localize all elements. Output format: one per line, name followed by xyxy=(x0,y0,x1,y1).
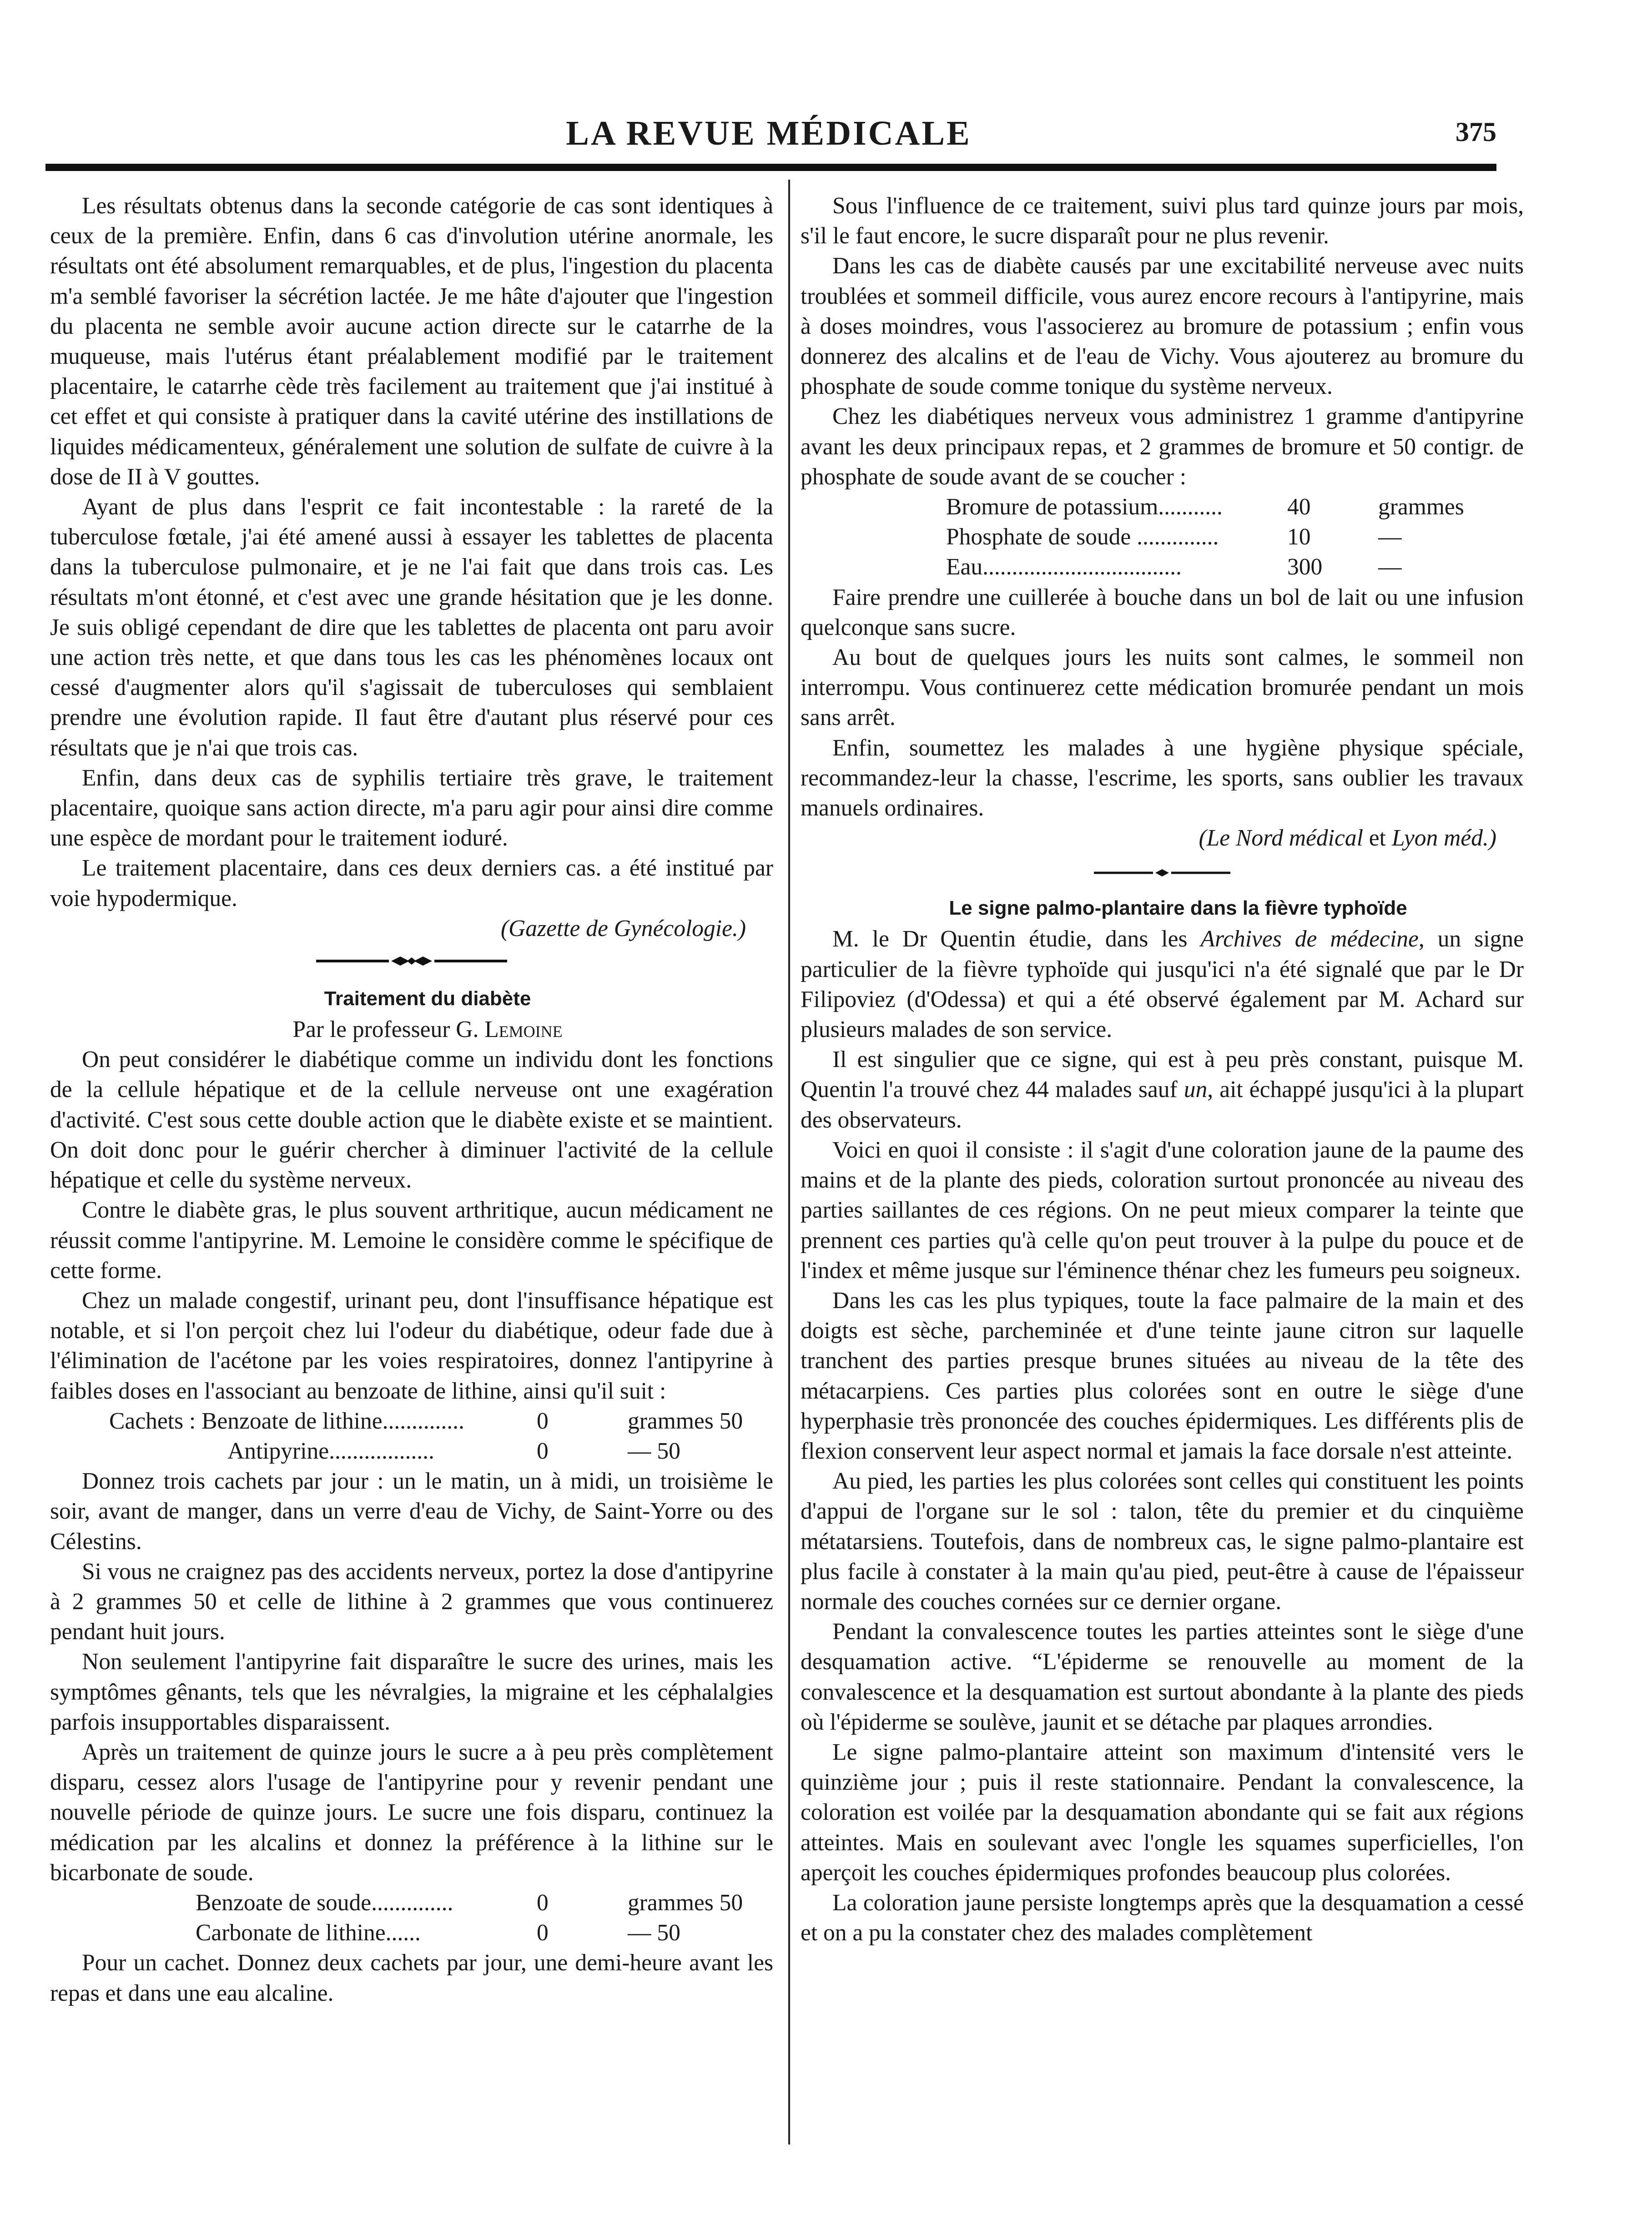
text-run: , un signe particulier de la fièvre typhoïde qui jusqu'ici n'a été signalé que par le Dr Filipoviez (d'Odessa) et qui a été observé également par M. Achard sur plusieurs malades de son service. xyxy=(801,926,1524,1043)
ornamental-rule-icon xyxy=(50,947,773,979)
paragraph: Faire prendre une cuillerée à bouche dans un bol de lait ou une infusion quelconque sans sucre. xyxy=(801,584,1524,640)
prescription-formula xyxy=(801,492,1524,583)
text-run: Il est singulier que ce signe, qui est à peu près constant, puisque M. Quentin l'a trouvé chez 44 malades sauf xyxy=(801,1047,1524,1103)
formula-unit: — 50 xyxy=(628,1920,680,1946)
formula-quantity: 300 xyxy=(1287,554,1323,580)
header-rule xyxy=(45,164,1496,171)
right-column xyxy=(801,191,1524,2156)
small-rule-icon-svg xyxy=(1094,866,1230,880)
formula-ingredient: Phosphate de soude .............. xyxy=(946,524,1219,550)
formula-quantity: 0 xyxy=(537,1920,549,1946)
formula-ingredient: Eau.................................. xyxy=(946,554,1182,580)
prescription-formula xyxy=(50,1888,773,1948)
formula-ingredient: Antipyrine.................. xyxy=(227,1438,434,1464)
paragraph: Non seulement l'antipyrine fait disparaître le sucre des urines, mais les symptômes gênants, tels que les névralgies, la migraine et les céphalalgies parfois insupportables disparaissent. xyxy=(50,1649,773,1735)
formula-row xyxy=(109,1406,773,1436)
paragraph: Chez un malade congestif, urinant peu, dont l'insuffisance hépatique est notable, et si l'on perçoit chez lui l'odeur du diabétique, odeur fade due à l'élimination de l'acétone par les voies respiratoires, donnez l'antipyrine à faibles doses en l'associant au benzoate de lithine, ainsi qu'il suit : xyxy=(50,1287,773,1404)
paragraph: Le traitement placentaire, dans ces deux derniers cas. a été institué par voie hypodermique. xyxy=(50,855,773,911)
paragraph: On peut considérer le diabétique comme un individu dont les fonctions de la cellule hépatique et de la cellule nerveuse ont une exagération d'activité. C'est sous cette double action que le diabète existe et se maintient. On doit donc pour le guérir chercher à diminuer l'activité de la cellule hépatique et celle du système nerveux. xyxy=(50,1047,773,1193)
paragraph: Pendant la convalescence toutes les parties atteintes sont le siège d'une desquamation active. “L'épiderme se renouvelle au moment de la convalescence et la desquamation est surtout abondante à la plante des pieds où l'épiderme se soulève, jaunit et se détache par plaques arrondies. xyxy=(801,1619,1524,1735)
source-journal: Le Nord médical xyxy=(1206,825,1363,851)
paragraph: Au bout de quelques jours les nuits sont calmes, le sommeil non interrompu. Vous continuerez cette médication bromurée pendant un mois sans arrêt. xyxy=(801,644,1524,731)
formula-quantity: 0 xyxy=(537,1408,549,1434)
formula-ingredient: Carbonate de lithine...... xyxy=(196,1920,421,1946)
paragraph xyxy=(801,924,1524,1045)
paragraph xyxy=(801,1045,1524,1135)
left-column xyxy=(50,191,773,2156)
paragraph: Donnez trois cachets par jour : un le matin, un à midi, un troisième le soir, avant de manger, dans un verre d'eau de Vichy, de Saint-Yorre ou des Célestins. xyxy=(50,1468,773,1555)
section-title: Le signe palmo-plantaire dans la fièvre typhoïde xyxy=(949,897,1407,920)
emphasis: un xyxy=(1184,1077,1208,1103)
byline-prefix: Par le professeur G. xyxy=(292,1017,479,1043)
paragraph: Enfin, soumettez les malades à une hygiène physique spéciale, recommandez-leur la chasse, l'escrime, les sports, sans oublier les travaux manuels ordinaires. xyxy=(801,735,1524,821)
ornamental-rule-icon xyxy=(801,857,1524,889)
section-title: Traitement du diabète xyxy=(324,987,531,1010)
formula-quantity: 0 xyxy=(537,1889,549,1916)
journal-name: Archives de médecine xyxy=(1200,926,1419,952)
paragraph: Sous l'influence de ce traitement, suivi plus tard quinze jours par mois, s'il le faut encore, le sucre disparaît pour ne plus revenir. xyxy=(801,193,1524,249)
paragraph: Ayant de plus dans l'esprit ce fait incontestable : la rareté de la tuberculose fœtale, j'ai été amené aussi à essayer les tablettes de placenta dans la tuberculose pulmonaire, et je ne l'ai fait que dans trois cas. Les résultats m'ont étonné, et c'est avec une grande hésitation que je les donne. Je suis obligé cependant de dire que les tablettes de placenta ont paru avoir une action très nette, et que dans tous les cas les phénomènes locaux ont cessé d'augmenter alors qu'il s'agissait de tuberculoses qui semblaient prendre une évolution rapide. Il faut être d'autant plus réservé pour ces résultats que je n'ai que trois cas. xyxy=(50,494,773,761)
paragraph: Enfin, dans deux cas de syphilis tertiaire très grave, le traitement placentaire, quoique sans action directe, m'a paru agir pour ainsi dire comme une espèce de mordant pour le traitement ioduré. xyxy=(50,765,773,851)
formula-unit: grammes xyxy=(1378,494,1464,520)
page-header xyxy=(41,114,1496,164)
formula-ingredient: Benzoate de soude.............. xyxy=(196,1889,453,1916)
paragraph: Dans les cas de diabète causés par une excitabilité nerveuse avec nuits troublées et sommeil difficile, vous aurez encore recours à l'antipyrine, mais à doses moindres, vous l'associerez au bromure de potassium ; enfin vous donnerez des alcalins et de l'eau de Vichy. Vous ajouterez au bromure du phosphate de soude comme tonique du système nerveux. xyxy=(801,253,1524,400)
formula-row xyxy=(946,522,1524,552)
formula-unit: — xyxy=(1378,554,1402,580)
paragraph: Les résultats obtenus dans la seconde catégorie de cas sont identiques à ceux de la première. Enfin, dans 6 cas d'involution utérine anormale, les résultats ont été absolument remarquables, et de plus, l'ingestion du placenta m'a semblé favoriser la sécrétion lactée. Je me hâte d'ajouter que l'ingestion du placenta ne semble avoir aucune action directe sur le catarrhe de la muqueuse, mais l'utérus étant préalablement modifié par le traitement placentaire, le catarrhe cède très facilement au traitement que j'ai institué à cet effet et qui consiste à pratiquer dans la cavité utérine des instillations de liquides médicamenteux, généralement une solution de sulfate de cuivre à la dose de II à V gouttes. xyxy=(50,193,773,490)
paragraph: Si vous ne craignez pas des accidents nerveux, portez la dose d'antipyrine à 2 grammes 50 et celle de lithine à 2 grammes que vous continuerez pendant huit jours. xyxy=(50,1558,773,1645)
formula-row xyxy=(946,492,1524,522)
formula-unit: grammes 50 xyxy=(628,1408,743,1434)
paragraph: Après un traitement de quinze jours le sucre a à peu près complètement disparu, cessez alors l'usage de l'antipyrine pour y revenir pendant une nouvelle période de quinze jours. Le sucre une fois disparu, continuez la médication par les alcalins et donnez la préférence à la lithine sur le bicarbonate de soude. xyxy=(50,1739,773,1886)
text-run: M. le Dr Quentin étudie, dans les xyxy=(832,926,1188,952)
formula-ingredient: Cachets : Benzoate de lithine.............. xyxy=(109,1408,464,1434)
journal-title: LA REVUE MÉDICALE xyxy=(566,114,972,152)
formula-quantity: 10 xyxy=(1287,524,1311,550)
formula-unit: — xyxy=(1378,524,1402,550)
ornamental-rule-icon-svg xyxy=(316,952,507,970)
source-journal: Lyon méd. xyxy=(1391,825,1489,851)
prescription-formula xyxy=(50,1406,773,1466)
formula-unit: — 50 xyxy=(628,1438,680,1464)
column-divider xyxy=(788,180,790,2145)
formula-quantity: 40 xyxy=(1287,494,1311,520)
paragraph: Pour un cachet. Donnez deux cachets par jour, une demi-heure avant les repas et dans une eau alcaline. xyxy=(50,1950,773,2006)
author-name: Lemoine xyxy=(484,1017,563,1043)
formula-quantity: 0 xyxy=(537,1438,549,1464)
article-source: (Le Nord médical et Lyon méd.) xyxy=(1199,825,1496,851)
formula-row xyxy=(109,1436,773,1466)
article-source: (Gazette de Gynécologie.) xyxy=(500,915,746,941)
paragraph: Dans les cas les plus typiques, toute la face palmaire de la main et des doigts est sèche, parcheminée et d'une teinte jaune citron sur laquelle tranchent des parties presque brunes situées au niveau de la tête des métacarpiens. Ces parties plus colorées sont en outre le siège d'une hyperphasie très prononcée des couches épidermiques. Les différents plis de flexion conservent leur aspect normal et jamais la face dorsale n'est atteinte. xyxy=(801,1287,1524,1464)
paragraph: Le signe palmo-plantaire atteint son maximum d'intensité vers le quinzième jour ; puis il reste stationnaire. Pendant la convalescence, la coloration est voilée par la desquamation abondante qui se fait aux régions atteintes. Mais en soulevant avec l'ongle les squames superficielles, l'on aperçoit les couches épidermiques profondes beaucoup plus colorées. xyxy=(801,1739,1524,1886)
byline xyxy=(50,1015,773,1045)
paragraph: Chez les diabétiques nerveux vous administrez 1 gramme d'antipyrine avant les deux principaux repas, et 2 grammes de bromure et 50 contigr. de phosphate de soude avant de se coucher : xyxy=(801,403,1524,490)
formula-row xyxy=(946,552,1524,582)
paragraph: La coloration jaune persiste longtemps après que la desquamation a cessé et on a pu la constater chez des malades complètement xyxy=(801,1889,1524,1946)
paragraph: Contre le diabète gras, le plus souvent arthritique, aucun médicament ne réussit comme l'antipyrine. M. Lemoine le considère comme le spécifique de cette forme. xyxy=(50,1197,773,1284)
text-run: , ait échappé jusqu'ici à la plupart des observateurs. xyxy=(801,1077,1524,1133)
formula-row xyxy=(196,1918,773,1948)
formula-ingredient: Bromure de potassium........... xyxy=(946,494,1223,520)
page-number: 375 xyxy=(1456,117,1496,147)
formula-row xyxy=(196,1888,773,1918)
paragraph: Au pied, les parties les plus colorées sont celles qui constituent les points d'appui de l'organe sur le sol : talon, tête du premier et du cinquième métatarsiens. Toutefois, dans de nombreux cas, le signe palmo-plantaire est plus facile à constater à la main qu'au pied, peut-être à cause de l'épaisseur normale des couches cornées sur ce dernier organe. xyxy=(801,1468,1524,1615)
formula-unit: grammes 50 xyxy=(628,1889,743,1916)
paragraph: Voici en quoi il consiste : il s'agit d'une coloration jaune de la paume des mains et de la plante des pieds, coloration surtout prononcée au niveau des parties saillantes de ces régions. On ne peut mieux comparer la teinte que prennent ces parties qu'à celle qu'on peut trouver à la pulpe du pouce et de l'index et même jusque sur l'éminence thénar chez les fumeurs peu soigneux. xyxy=(801,1137,1524,1284)
source-conjunction: et xyxy=(1369,825,1386,851)
